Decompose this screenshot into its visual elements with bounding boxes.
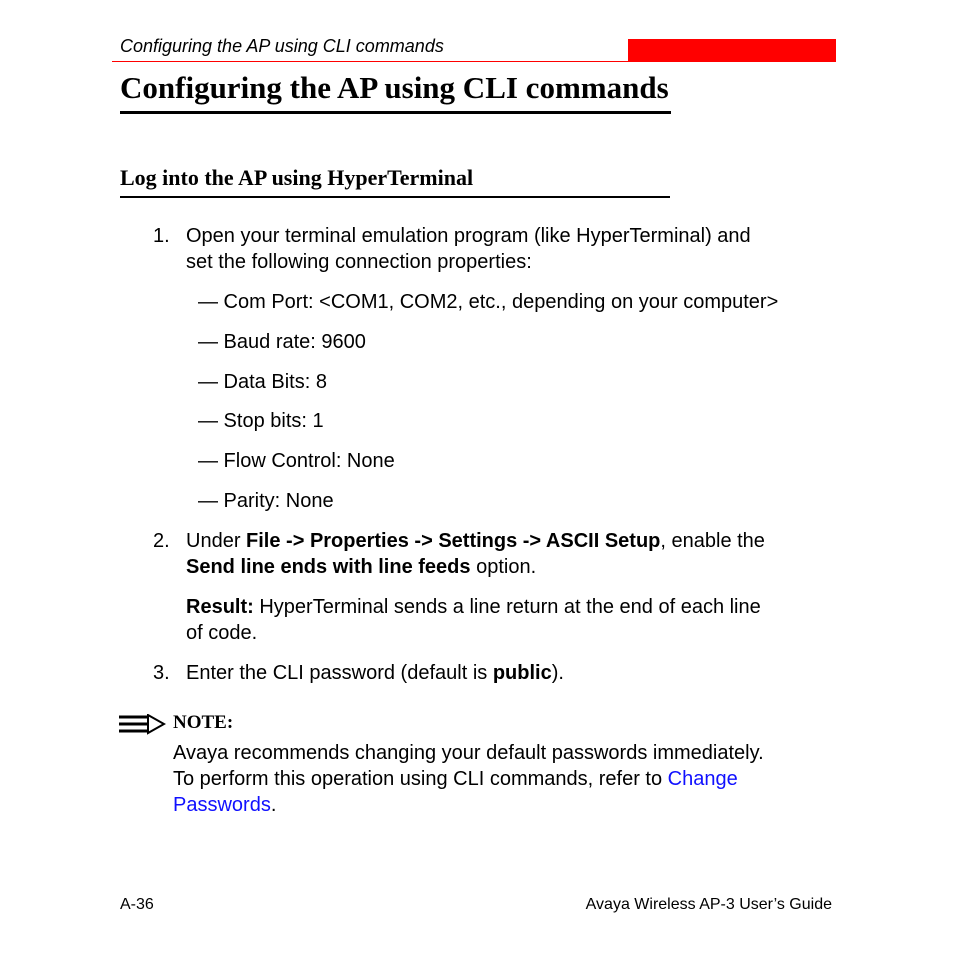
change-passwords-link[interactable]: Change: [667, 768, 738, 790]
step-text: [186, 223, 751, 275]
step-number: 3.: [153, 662, 170, 684]
property-item: — Parity: None: [198, 490, 334, 512]
step-line: Open your terminal emulation program (like HyperTerminal) and: [186, 225, 751, 247]
result-text: [186, 594, 761, 646]
text-run: option.: [470, 556, 537, 578]
page-number: A-36: [120, 896, 154, 913]
result-line: [186, 594, 761, 620]
title-underline: [120, 111, 671, 114]
step-line: [186, 528, 765, 554]
property-item: — Baud rate: 9600: [198, 331, 366, 353]
running-header: Configuring the AP using CLI commands: [120, 36, 444, 56]
note-arrow-icon: [118, 714, 166, 741]
section-heading: Log into the AP using HyperTerminal: [120, 165, 474, 190]
text-run: ).: [551, 662, 564, 684]
header-rule: [112, 61, 836, 62]
text-run: Under: [186, 530, 247, 552]
note-text: [173, 740, 764, 818]
header-accent-bar: [628, 39, 836, 61]
property-item: — Com Port: <COM1, COM2, etc., depending on your computer>: [198, 291, 779, 313]
text-run: HyperTerminal sends a line return at the end of each line: [253, 596, 761, 618]
change-passwords-link[interactable]: Passwords: [173, 794, 271, 816]
step-text: [186, 528, 765, 580]
text-run: Enter the CLI password (default is: [186, 662, 493, 684]
note-line: Avaya recommends changing your default passwords immediately.: [173, 742, 764, 764]
result-line: of code.: [186, 622, 258, 644]
step-number: 2.: [153, 530, 170, 552]
option-name: Send line ends with line feeds: [186, 556, 471, 578]
step-line: set the following connection properties:: [186, 251, 532, 273]
result-label: Result:: [186, 596, 254, 618]
property-item: — Flow Control: None: [198, 450, 395, 472]
menu-path: File -> Properties -> Settings -> ASCII Setup: [246, 530, 661, 552]
text-run: , enable the: [660, 530, 765, 552]
note-line: [173, 792, 764, 818]
default-password: public: [492, 662, 552, 684]
note-label: NOTE:: [173, 712, 234, 733]
step-text: [186, 660, 564, 686]
note-line: [173, 766, 764, 792]
step-line: [186, 554, 765, 580]
text-run: .: [270, 794, 277, 816]
page-title: Configuring the AP using CLI commands: [120, 70, 669, 105]
step-number: 1.: [153, 225, 170, 247]
property-item: — Stop bits: 1: [198, 410, 324, 432]
guide-title: Avaya Wireless AP-3 User’s Guide: [585, 896, 832, 913]
property-item: — Data Bits: 8: [198, 371, 327, 393]
text-run: To perform this operation using CLI commands, refer to: [173, 768, 668, 790]
section-underline: [120, 196, 670, 198]
